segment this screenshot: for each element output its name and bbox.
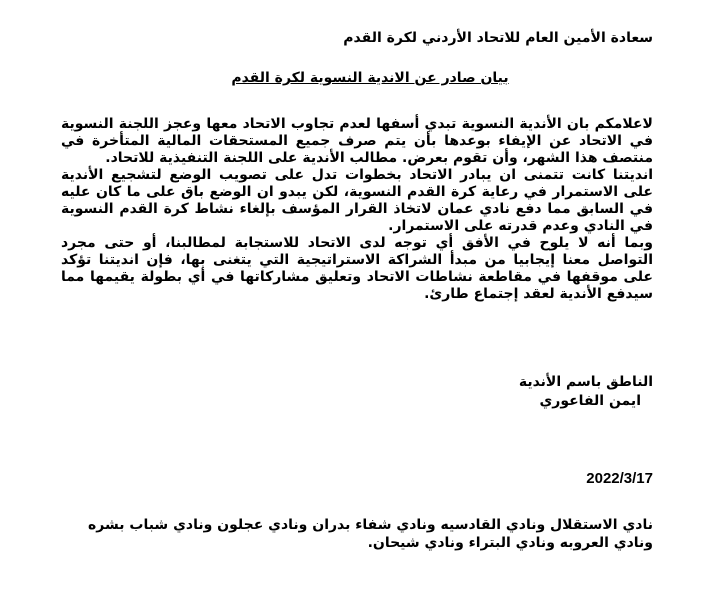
clubs-list: نادي الاستقلال ونادي القادسيه ونادي شفاء بدران ونادي عجلون ونادي شباب بشره ونادي العروبه ونادي البتراء ونادي شيحان. <box>88 517 653 551</box>
body-paragraph-3: وبما أنه لا يلوح في الأفق أي توجه لدى الاتحاد للاستجابة لمطالبنا، أو حتى مجرد التواصل معنا إيجابيا من مبدأ الشراكة الاستراتيجية التي يتغنى بها، فإن انديتنا تؤكد على موقفها في مقاطعة نشاطات الاتحاد وتعليق مشاركاتها في أي بطولة يقيمها مما سيدفع الأندية لعقد إجتماع طارئ. <box>61 235 653 302</box>
signature-title: الناطق باسم الأندية <box>518 374 653 390</box>
signature-name: ايمن الفاعوري <box>539 393 641 409</box>
addressee-line: سعادة الأمين العام للاتحاد الأردني لكرة القدم <box>343 30 653 46</box>
body-paragraph-1: لاعلامكم بان الأندية النسوية تبدي أسفها لعدم تجاوب الاتحاد معها وعجز اللجنة النسوية في الاتحاد عن الإيفاء بوعدها بأن يتم صرف جميع المستحقات المالية المتأخرة في منتصف هذا الشهر، وأن تقوم بعرض. مطالب الأندية على اللجنة التنفيذية للاتحاد. <box>61 116 653 166</box>
letter-body <box>61 116 653 303</box>
subject-line-container <box>0 69 720 87</box>
subject-heading: بيان صادر عن الاندية النسوية لكرة القدم <box>231 70 509 86</box>
signature-block <box>61 373 653 411</box>
body-paragraph-2: انديتنا كانت تتمنى ان يبادر الاتحاد بخطوات تدل على تصويب الوضع لتشجيع الأندية على الاستمرار في رعاية كرة القدم النسوية، لكن يبدو ان الوضع باق على ما كان عليه في السابق مما دفع نادي عمان لاتخاذ القرار المؤسف بإلغاء نشاط كرة القدم النسوية في النادي وعدم قدرته على الاستمرار. <box>61 167 653 234</box>
letter-date: 2022/3/17 <box>586 470 653 487</box>
